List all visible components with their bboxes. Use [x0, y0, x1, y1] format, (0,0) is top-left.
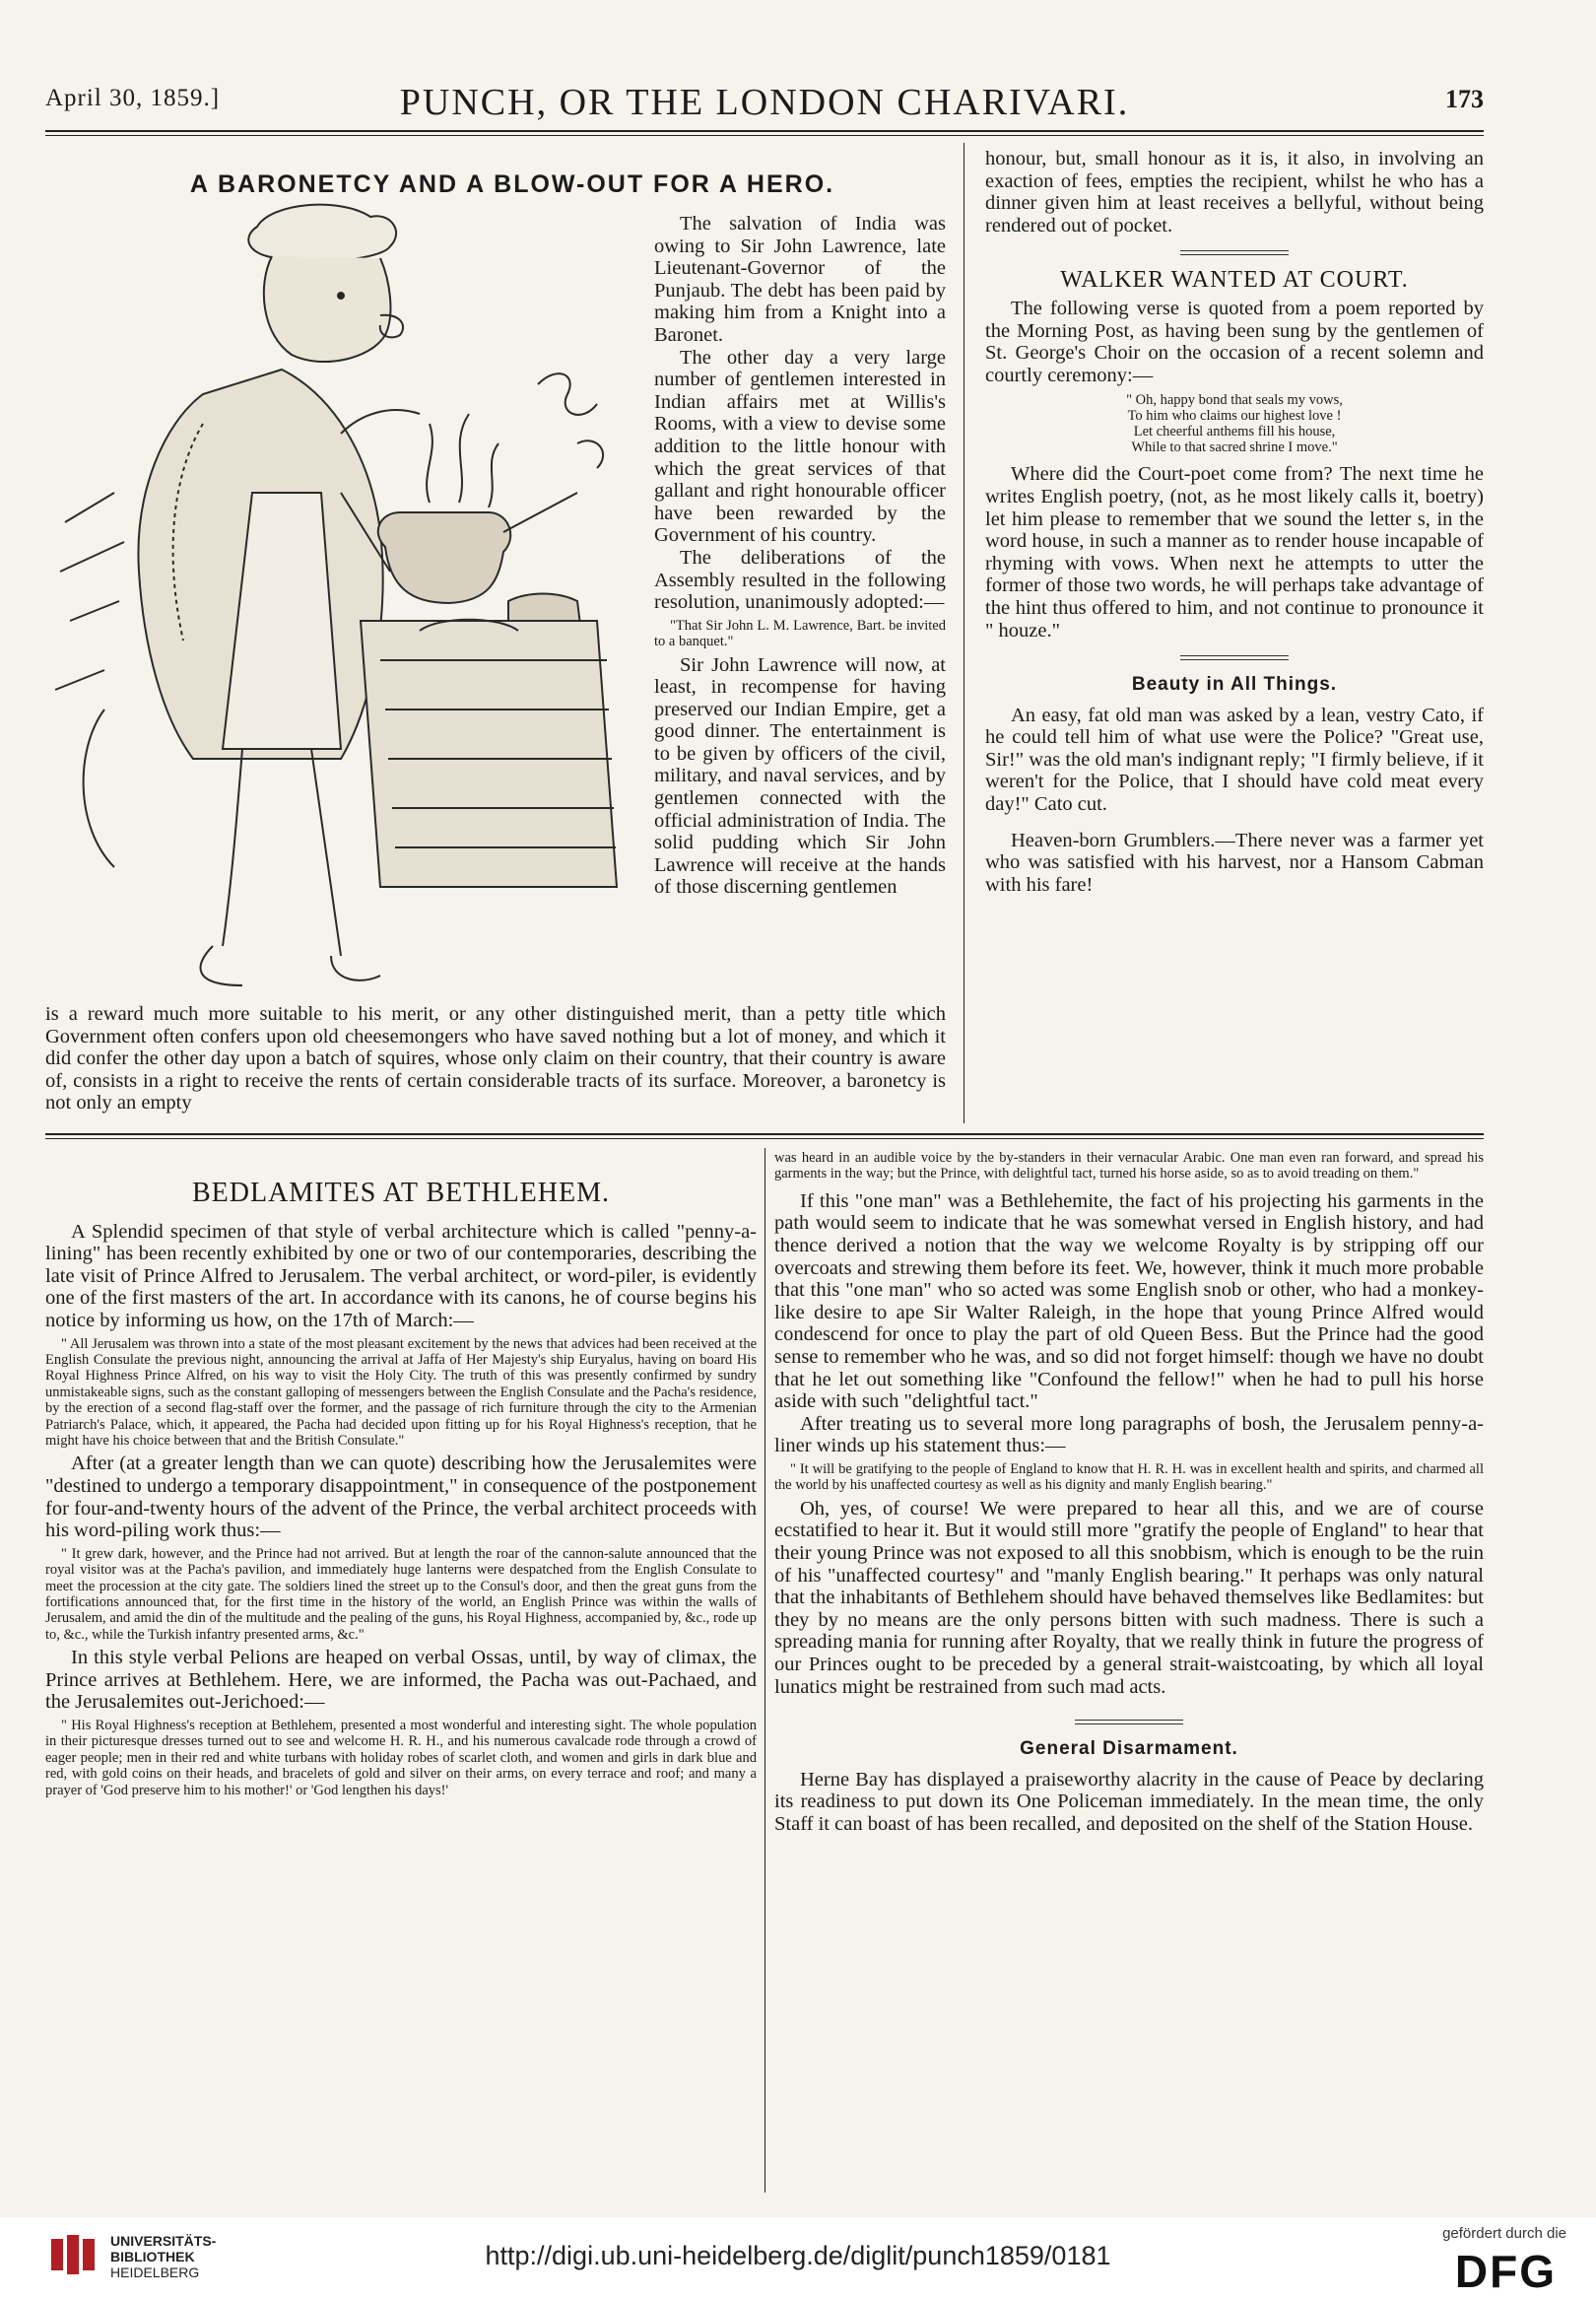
baronetcy-p3: The deliberations of the Assembly resulted in the following resolution, unanimously adopted:—	[654, 546, 946, 614]
quote-text: was heard in an audible voice by the by-standers in their vernacular Arabic. One man even ran forward, and spread his garments in the way; but the Prince, with delightful tact, turned his horse aside, so as to avoid treading on them."	[774, 1150, 1484, 1183]
article-title: A BARONETCY AND A BLOW-OUT FOR A HERO.	[189, 170, 835, 198]
source-url-link[interactable]: http://digi.ub.uni-heidelberg.de/diglit/punch1859/0181	[485, 2241, 1111, 2270]
beauty-title: Beauty in All Things.	[1131, 674, 1338, 696]
page-header	[45, 82, 1484, 128]
bedlamites-quote-1	[45, 1336, 757, 1450]
baronetcy-p1: The salvation of India was owing to Sir John Lawrence, late Lieutenant-Governor of the Punjaub. The debt has been paid by making him from a Knight into a Baronet.	[654, 213, 946, 346]
article-baronetcy-title	[79, 170, 946, 198]
baronetcy-p4b: is a reward much more suitable to his merit, or any other distinguished merit, than a petty title which Government often confers upon old cheesemongers who have saved nothing but a lot of money, and which it did confer the other day upon a batch of squires, whose only claim on their country, that their country is aware of, consists in a right to receive the rents of certain considerable tracts of its surface. Moreover, a baronetcy is not only an empty	[45, 1003, 946, 1115]
quote-text: " It grew dark, however, and the Prince had not arrived. But at length the roar of the cannon-salute announced that the royal visitor was at the Pacha's pavilion, and immediately huge lanterns were despatched from the English Consulate to meet the procession at the city gate. The soldiers lined the street up to the Consul's door, and then the great guns from the fortifications announced that, for the first time in the history of the world, an English Prince was within the walls of Jerusalem, and amid the din of the multitude and the pealing of the guns, his Royal Highness, accompanied by, &c., rode up to, &c., while the Turkish infantry presented arms, &c."	[45, 1545, 757, 1643]
quote-text: " His Royal Highness's reception at Bethlehem, presented a most wonderful and interesting sight. The whole population in their picturesque dresses turned out to see and welcome H. R. H., and his numerous cavalcade rode through a crowd of eager people; men in their red and white turbans with holiday robes of scarlet cloth, and women and girls in dark blue and red, with gold coins on their heads, and bracelets of gold and silver on their arms, on every terrace and roof; and many a prayer of 'God preserve him to his mother!' or 'God lengthen his days!'	[45, 1718, 757, 1798]
bedlamites-p6: Oh, yes, of course! We were prepared to hear all this, and we are of course ecstatified to hear it. But it would still more "gratify the people of England" to hear that their young Prince was not exposed to all this snobbism, which is enough to be the ruin of his "unaffected courtesy" and "manly English bearing." It perhaps was only natural that the inhabitants of Bethlehem should have behaved themselves like Bedlamites: but they by no means are the only persons bitten with such madness. There is such a spreading mania for running after Royalty, that we really think in future the progress of our Princes ought to be preceded by a general strait-waistcoating, by which all loyal lunatics might be restrained from such mad acts.	[774, 1497, 1484, 1698]
walker-p1: The following verse is quoted from a poem reported by the Morning Post, as having been sung by the gentlemen of St. George's Choir on the occasion of a recent solemn and courtly ceremony:—	[985, 297, 1484, 386]
bedlamites-quote-5	[774, 1461, 1484, 1494]
page-footer	[0, 2217, 1596, 2297]
disarmament-p1: Herne Bay has displayed a praiseworthy alacrity in the cause of Peace by declaring its readiness to put down its One Policeman immediately. In the mean time, the only Staff it can boast of has been recalled, and deposited on the shelf of the Station House.	[774, 1768, 1484, 1835]
quote-text: " It will be gratifying to the people of England to know that H. R. H. was in excellent health and spirits, and charmed all the world by his unaffected courtesy as well as his dignity and manly English bearing."	[774, 1460, 1484, 1494]
disarmament-title: General Disarmament.	[1020, 1738, 1238, 1760]
grumblers-p: Heaven-born Grumblers.—There never was a farmer yet who was satisfied with his harvest, nor a Hansom Cabman with his fare!	[985, 829, 1484, 896]
baronetcy-continued-text: honour, but, small honour as it is, it also, in involving an exaction of fees, empties the recipient, whilst he who has a dinner given him at least receives a bellyful, without being rendered out of pocket.	[985, 148, 1484, 237]
beauty-p1: An easy, fat old man was asked by a lean, vestry Cato, if he could tell him of what use were the Police? "Great use, Sir!" was the old man's indignant reply; "I firmly believe, if it weren't for the Police, that I should have cold meat every day!" Cato cut.	[985, 704, 1484, 816]
funded-by-label: gefördert durch die	[1442, 2225, 1566, 2242]
article-bedlamites-col2	[774, 1146, 1484, 1835]
walker-p2: Where did the Court-poet come from? The next time he writes English poetry, (not, as he most likely calls it, boetry) let him please to remember that we sound the letter s, in the word house, in such a manner as to render house incapable of rhyming with vows. When next he attempts to utter the former of those two words, he will perhaps take advantage of the hint thus offered to him, and not continue to pronounce it " houze."	[985, 463, 1484, 642]
divider	[1180, 250, 1289, 255]
baronetcy-p4a: Sir John Lawrence will now, at least, in recompense for having preserved our Indian Empire, get a good dinner. The entertainment is to be given by officers of the civil, military, and naval services, and by gentlemen connected with the official administration of India. The solid pudding which Sir John Lawrence will receive at the hands of those discerning gentlemen	[654, 653, 946, 899]
divider	[1180, 655, 1289, 660]
header-date: April 30, 1859.]	[45, 85, 221, 111]
library-line: BIBLIOTHEK	[110, 2249, 195, 2264]
header-rule-top	[45, 130, 1484, 132]
article-baronetcy-continued	[985, 148, 1484, 896]
quote-text: " All Jerusalem was thrown into a state of the most pleasant excitement by the news that advices had been received at the English Consulate the previous night, announcing the arrival at Jaffa of Her Majesty's ship Euryalus, having on board His Royal Highness Prince Alfred, on his way to visit the Holy City. The truth of this was presently confirmed by sundry unmistakeable signs, such as the constant galloping of messengers between the English Consulate and the Pacha's residence, by the erection of a second flag-staff over the former, and the passage of rich furniture through the city to the Armenian Patriarch's Palace, which, it appeared, the Pacha had decided upon fitting up for his Royal Highness's reception, that he might have his choice between that and the British Consulate."	[45, 1335, 757, 1449]
verse-line: To him who claims our highest love !	[1127, 408, 1342, 425]
article-baronetcy-wide	[45, 1003, 946, 1115]
library-line: UNIVERSITÄTS-	[110, 2233, 217, 2249]
bedlamites-title: BEDLAMITES AT BETHLEHEM.	[191, 1178, 611, 1208]
section-rule-1	[45, 1133, 1484, 1135]
article-baronetcy-col1	[654, 213, 946, 899]
bedlamites-p4: If this "one man" was a Bethlehemite, the fact of his projecting his garments in the path would seem to indicate that he was somewhat versed in English history, and had thence derived a notion that the way we welcome Royalty is by stripping off our overcoats and strewing them before its feet. We, however, think it much more probable that this "one man" who so acted was some English snob or other, who had a monkey-like desire to ape Sir Walter Raleigh, in the hope that young Prince Alfred would condescend for once to play the part of old Queen Bess. But the Prince had the good sense to remember who he was, and so did not forget himself: though we have no doubt that he let out something like "Confound the fellow!" when he had to pull his horse aside with such "delightful tact."	[774, 1189, 1484, 1413]
verse-line: " Oh, happy bond that seals my vows,	[1126, 392, 1343, 409]
bedlamites-p3: In this style verbal Pelions are heaped on verbal Ossas, until, by way of climax, the Prince arrives at Bethlehem. Here, we are informed, the Pacha was out-Pachaed, and the Jerusalemites out-Jerichoed:—	[45, 1647, 757, 1714]
bedlamites-p1: A Splendid specimen of that style of verbal architecture which is called "penny-a-lining" has been recently exhibited by one or two of our contemporaries, describing the late visit of Prince Alfred to Jerusalem. The verbal architect, or word-piler, is evidently one of the first masters of the art. In accordance with its canons, he of course begins his notice by informing us how, on the 17th of March:—	[45, 1220, 757, 1331]
bedlamites-p5: After treating us to several more long paragraphs of bosh, the Jerusalem penny-a-liner winds up his statement thus:—	[774, 1412, 1484, 1457]
verse-line: Let cheerful anthems fill his house,	[1133, 424, 1336, 440]
bedlamites-quote-3	[45, 1718, 757, 1798]
bedlamites-quote-4	[774, 1150, 1484, 1183]
divider	[1075, 1720, 1183, 1724]
section-rule-2	[45, 1138, 1484, 1139]
baronetcy-resolution-quote	[654, 618, 946, 650]
article-bedlamites-col1	[45, 1178, 757, 1802]
bedlamites-p2: After (at a greater length than we can quote) describing how the Jerusalemites were "destined to undergo a temporary disappointment," in consequence of the postponement for four-and-twenty hours of the advent of the Prince, the verbal architect proceeds with his word-piling work thus:—	[45, 1453, 757, 1542]
pig-chef-illustration	[45, 197, 636, 1015]
walker-title: WALKER WANTED AT COURT.	[1060, 267, 1409, 294]
walker-verse	[985, 392, 1484, 455]
library-line: HEIDELBERG	[110, 2264, 200, 2280]
verse-line: While to that sacred shrine I move."	[1131, 439, 1338, 456]
resolution-text: "That Sir John L. M. Lawrence, Bart. be invited to a banquet."	[654, 617, 946, 650]
bedlamites-quote-2	[45, 1546, 757, 1643]
baronetcy-p2: The other day a very large number of gentlemen interested in Indian affairs met at Willis's Rooms, with a view to devise some addition to the little honour with which the great services of that gallant and right honourable officer have been rewarded by the Government of his country.	[654, 346, 946, 547]
header-title: PUNCH, OR THE LONDON CHARIVARI.	[399, 82, 1130, 123]
dfg-logo: DFG	[1454, 2246, 1557, 2297]
page-number: 173	[1445, 85, 1484, 113]
header-rule-bottom	[45, 135, 1484, 136]
